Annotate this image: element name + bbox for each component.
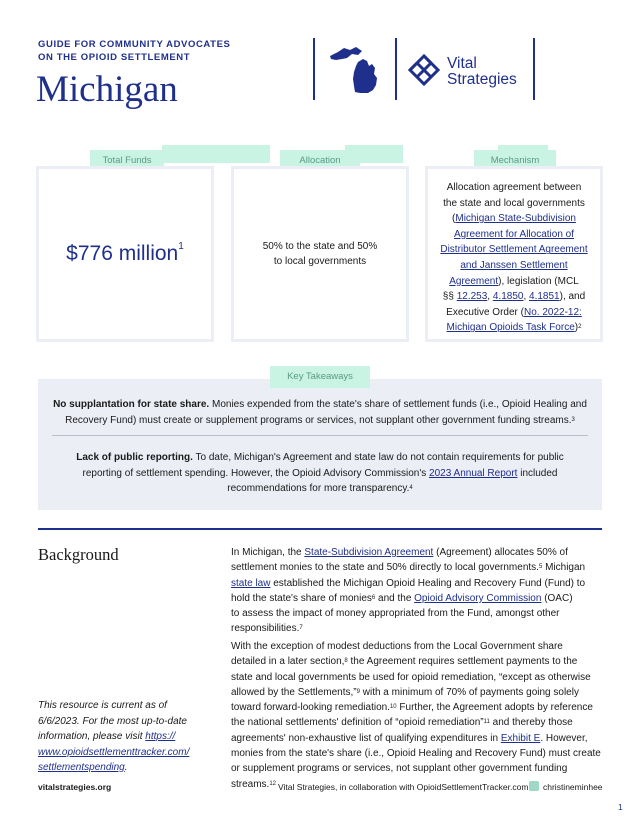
- divider: [395, 38, 397, 100]
- body-text: or supplement programs or services, not supplant other government funding: [231, 763, 568, 775]
- footnote-marker: 8: [344, 658, 348, 665]
- body-text: (Agreement) allocates 50% of: [433, 547, 568, 558]
- allocation-card: [231, 166, 409, 342]
- tab-key-takeaways: Key Takeaways: [270, 366, 370, 388]
- body-text: toward forward-looking remediation.: [231, 702, 390, 714]
- tab-total-funds: Total Funds: [90, 150, 164, 172]
- link-executive-order[interactable]: No. 2022-12:: [523, 306, 582, 318]
- body-text: with a minimum of 70% of payments going solely: [359, 686, 579, 698]
- footnote-marker: 12: [269, 780, 277, 787]
- body-text: the Agreement requires settlement payments to the: [347, 656, 578, 668]
- link-state-subdivision-agreement[interactable]: Agreement for Allocation of: [453, 228, 575, 240]
- footer-handle: christineminhee: [543, 782, 603, 792]
- link-executive-order[interactable]: Michigan Opioids Task Force: [446, 322, 575, 334]
- inline-link[interactable]: Exhibit E: [500, 732, 541, 744]
- body-text: streams.: [231, 778, 270, 790]
- takeaway-supplantation: No supplantation for state share. Monies expended from the state's share of settlement funds (i.e., Opioid Healing and Recovery Fund) must create or supplement programs or services, not supplant other government funding streams.$^3$: [53, 399, 587, 426]
- instagram-icon: [529, 781, 539, 791]
- background-paragraph-2: [231, 639, 603, 792]
- link-state-subdivision-agreement[interactable]: Agreement: [449, 275, 499, 287]
- inline-link[interactable]: Opioid Advisory Commission: [414, 592, 542, 604]
- inline-link[interactable]: state law: [231, 577, 271, 589]
- link-state-subdivision-agreement[interactable]: Michigan State-Subdivision: [455, 213, 576, 225]
- background-heading: Background: [38, 545, 119, 564]
- tab-allocation: Allocation: [280, 150, 360, 172]
- body-text: and the: [375, 592, 415, 604]
- link-mcl-12-253[interactable]: 12.253: [456, 291, 488, 303]
- link-annual-report[interactable]: 2023 Annual Report: [429, 467, 518, 479]
- inline-link[interactable]: State-Subdivision Agreement: [304, 547, 434, 558]
- link-mcl-4-1851[interactable]: 4.1851: [529, 291, 560, 303]
- body-text: agreements' non-exhaustive list of qualifying expenditures in: [231, 732, 501, 744]
- page-number: 1: [618, 802, 623, 812]
- body-text: allowed by the Settlements,”: [231, 686, 357, 698]
- divider: [313, 38, 315, 100]
- footer-credit: Vital Strategies, in collaboration with OpioidSettlementTracker.com: [278, 782, 529, 792]
- tab-mechanism: Mechanism: [474, 150, 556, 172]
- michigan-map-icon: [328, 42, 384, 96]
- body-text: detailed in a later section,: [231, 656, 345, 668]
- footnote-marker: 9: [356, 688, 360, 695]
- body-text: the national settlements' definition of “opioid remediation”: [231, 717, 484, 729]
- footer-website: vitalstrategies.org: [38, 782, 112, 792]
- link-tracker-url[interactable]: settlementspending: [38, 762, 125, 773]
- resource-currency-note: This resource is current as of 6/6/2023. For the most up-to-date information, please visit https:// www.opioidsettlementtracker.com/ settlementspending.: [38, 700, 190, 773]
- section-divider: [38, 528, 602, 530]
- body-text: monies from the state's share (i.e., Opioid Healing and Recovery Fund) must create: [231, 748, 601, 760]
- tab-decoration: [162, 145, 270, 163]
- body-text: established the Michigan Opioid Healing and Recovery Fund (Fund) to: [270, 577, 586, 589]
- body-text: hold the state's share of monies: [231, 592, 372, 604]
- body-text: to assess the impact of money appropriated from the Fund, amongst other: [231, 608, 560, 620]
- total-funds-value: $776 million$^1$: [66, 241, 184, 265]
- body-text: Michigan: [542, 562, 586, 574]
- link-tracker-url[interactable]: https://: [145, 731, 176, 742]
- footnote-marker: 11: [483, 719, 490, 726]
- takeaway-divider: [52, 435, 588, 436]
- mechanism-card: [425, 166, 603, 342]
- body-text: . However,: [540, 732, 588, 744]
- body-text: (OAC): [541, 592, 573, 604]
- mechanism-text: Allocation agreement between the state and local governments (Michigan State-Subdivision Agreement for Allocation of Distributor Settlement Agreement and Janssen Settlement Agreement), legislation (MCL §§ 12.253, 4.1850, 4.1851), and Executive Order (No. 2022-12: Michigan Opioids Task Force)$^2$: [440, 182, 588, 334]
- body-text: settlement monies to the state and 50% directly to local governments.: [231, 562, 539, 574]
- background-paragraph-1: [231, 545, 603, 637]
- vital-strategies-logo-icon: [406, 52, 442, 88]
- footnote-marker: 6: [371, 594, 376, 601]
- body-text: Further, the Agreement adopts by reference: [396, 702, 593, 714]
- body-text: and thereby those: [489, 717, 573, 729]
- allocation-text: 50% to the state and 50% to local governments: [262, 241, 378, 267]
- footnote-marker: 7: [299, 625, 303, 632]
- vital-strategies-wordmark: Vital Strategies: [447, 55, 517, 88]
- takeaway-public-reporting: Lack of public reporting. To date, Michigan's Agreement and state law do not contain requirements for public reporting of settlement spending. However, the Opioid Advisory Commission's 2023 Annual Report included recommendations for more transparency.$^4$: [76, 452, 564, 494]
- link-mcl-4-1850[interactable]: 4.1850: [492, 291, 524, 303]
- body-text: With the exception of modest deductions from the Local Government share: [231, 641, 563, 652]
- key-takeaways-panel: [38, 379, 602, 510]
- link-state-subdivision-agreement[interactable]: and Janssen Settlement: [460, 259, 568, 271]
- body-text: responsibilities.: [231, 623, 300, 635]
- footnote-marker: 5: [538, 564, 543, 571]
- page-title: Michigan: [36, 69, 178, 110]
- body-text: state and local governments be used for opioid remediation, “except as otherwise: [231, 671, 591, 683]
- link-tracker-url[interactable]: www.opioidsettlementtracker.com/: [38, 746, 190, 758]
- body-text: In Michigan, the: [231, 547, 305, 558]
- divider: [533, 38, 535, 100]
- link-state-subdivision-agreement[interactable]: Distributor Settlement Agreement: [440, 244, 588, 256]
- guide-kicker: GUIDE FOR COMMUNITY ADVOCATES ON THE OPIOID SETTLEMENT: [38, 39, 231, 63]
- footnote-marker: 10: [389, 704, 397, 711]
- total-funds-card: [36, 166, 214, 342]
